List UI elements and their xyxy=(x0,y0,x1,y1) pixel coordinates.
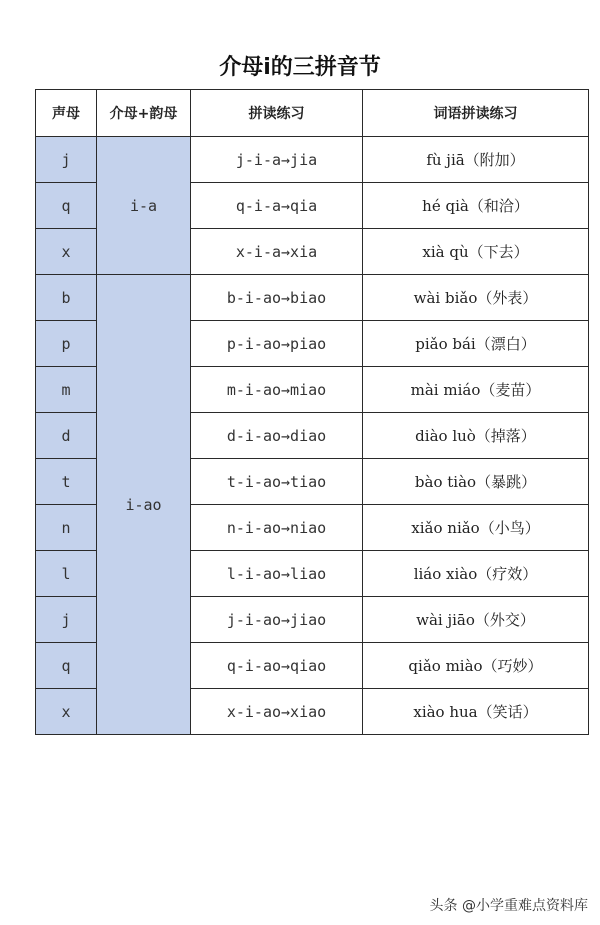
initial-cell: j xyxy=(36,597,97,643)
initial-cell: q xyxy=(36,643,97,689)
word-cell: fù jiā（附加） xyxy=(363,137,589,183)
word-cell: liáo xiào（疗效） xyxy=(363,551,589,597)
watermark-text: 头条 @小学重难点资料库 xyxy=(429,898,588,914)
word-cell: wài biǎo（外表） xyxy=(363,275,589,321)
table-header-row xyxy=(36,90,589,137)
spelling-cell: n-i-ao→niao xyxy=(191,505,363,551)
spelling-cell: q-i-a→qia xyxy=(191,183,363,229)
header-word-practice: 词语拼读练习 xyxy=(363,90,589,137)
table-row xyxy=(36,137,589,183)
initial-cell: j xyxy=(36,137,97,183)
word-cell: qiǎo miào（巧妙） xyxy=(363,643,589,689)
spelling-cell: t-i-ao→tiao xyxy=(191,459,363,505)
word-cell: piǎo bái（漂白） xyxy=(363,321,589,367)
spelling-cell: d-i-ao→diao xyxy=(191,413,363,459)
spelling-cell: j-i-ao→jiao xyxy=(191,597,363,643)
initial-cell: p xyxy=(36,321,97,367)
spelling-cell: b-i-ao→biao xyxy=(191,275,363,321)
page-title: 介母i的三拼音节 xyxy=(219,55,381,80)
initial-cell: x xyxy=(36,689,97,735)
initial-cell: m xyxy=(36,367,97,413)
word-cell: hé qià（和洽） xyxy=(363,183,589,229)
spelling-cell: x-i-a→xia xyxy=(191,229,363,275)
spelling-cell: p-i-ao→piao xyxy=(191,321,363,367)
spelling-cell: m-i-ao→miao xyxy=(191,367,363,413)
word-cell: bào tiào（暴跳） xyxy=(363,459,589,505)
header-spelling-practice: 拼读练习 xyxy=(191,90,363,137)
group-cell-ia: i-a xyxy=(97,137,191,275)
spelling-cell: l-i-ao→liao xyxy=(191,551,363,597)
word-cell: xiào hua（笑话） xyxy=(363,689,589,735)
table-row xyxy=(36,275,589,321)
word-cell: wài jiāo（外交） xyxy=(363,597,589,643)
initial-cell: q xyxy=(36,183,97,229)
header-initial: 声母 xyxy=(36,90,97,137)
syllable-table xyxy=(35,89,589,735)
word-cell: xiǎo niǎo（小鸟） xyxy=(363,505,589,551)
initial-cell: n xyxy=(36,505,97,551)
spelling-cell: j-i-a→jia xyxy=(191,137,363,183)
word-cell: mài miáo（麦苗） xyxy=(363,367,589,413)
header-medial-final: 介母+韵母 xyxy=(97,90,191,137)
spelling-cell: x-i-ao→xiao xyxy=(191,689,363,735)
initial-cell: l xyxy=(36,551,97,597)
initial-cell: t xyxy=(36,459,97,505)
group-cell-iao: i-ao xyxy=(97,275,191,735)
word-cell: diào luò（掉落） xyxy=(363,413,589,459)
initial-cell: b xyxy=(36,275,97,321)
spelling-cell: q-i-ao→qiao xyxy=(191,643,363,689)
initial-cell: x xyxy=(36,229,97,275)
word-cell: xià qù（下去） xyxy=(363,229,589,275)
initial-cell: d xyxy=(36,413,97,459)
